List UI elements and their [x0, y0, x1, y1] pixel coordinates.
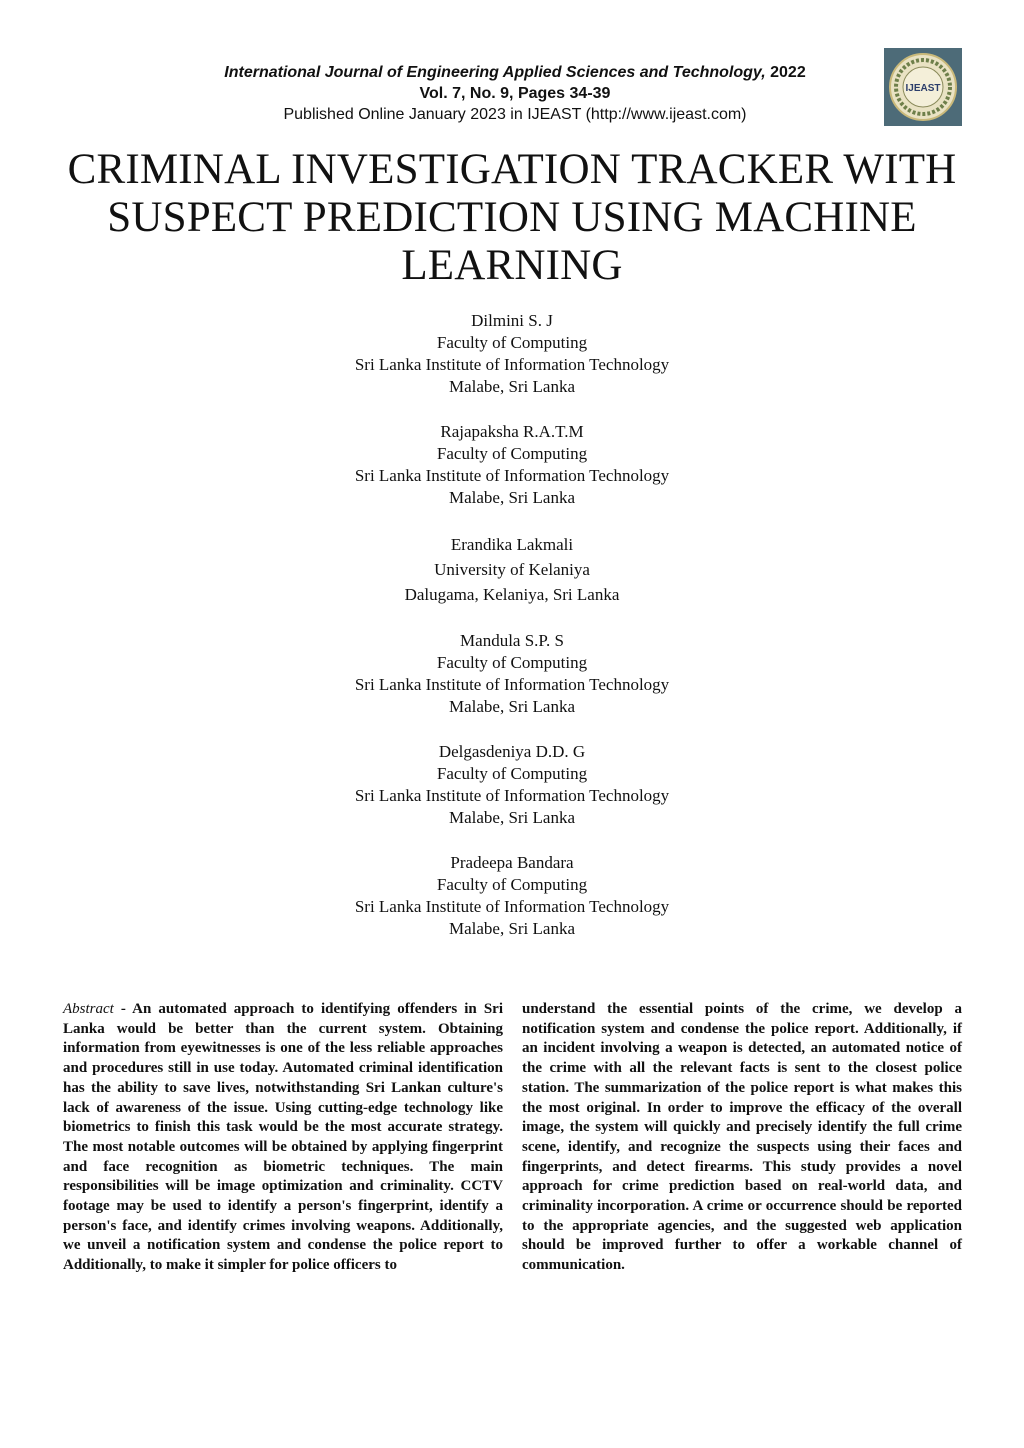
author-name: Delgasdeniya D.D. G	[438, 742, 586, 761]
author-list	[212, 310, 812, 963]
author-location: Dalugama, Kelaniya, Sri Lanka	[404, 585, 620, 604]
author-name: Pradeepa Bandara	[450, 853, 574, 872]
author-location: Malabe, Sri Lanka	[448, 808, 576, 827]
logo-label: IJEAST	[905, 83, 941, 94]
author-name: Rajapaksha R.A.T.M	[440, 422, 584, 441]
author-location: Malabe, Sri Lanka	[448, 377, 576, 396]
abstract-text-right: understand the essential points of the crime, we develop a notification system and condense the police report. Additionally, if an incident involving a weapon is detected, an automated notice of the crime with all the relevant facts is sent to the closest police station. The summarization of the police report is what makes this the most original. In order to improve the efficacy of the overall image, the system will quickly and precisely identify the full crime scene, identify, and recognize the suspects using their faces and fingerprints, and detect firearms. This study provides a novel approach for crime prediction based on real-world data, and criminality incorporation. A crime or occurrence should be reported to the appropriate agencies, and the suggested web application should be improved further to offer a workable channel of communication.	[522, 1001, 962, 1274]
paper-title	[60, 146, 964, 290]
author-name: Dilmini S. J	[471, 311, 553, 330]
author-name: Erandika Lakmali	[450, 535, 574, 554]
author-institution: Sri Lanka Institute of Information Technology	[354, 466, 670, 485]
title-line-1: CRIMINAL INVESTIGATION TRACKER WITH	[67, 146, 957, 193]
author-block	[212, 532, 812, 607]
author-institution: Sri Lanka Institute of Information Technology	[354, 355, 670, 374]
author-dept: Faculty of Computing	[436, 444, 588, 463]
author-institution: Sri Lanka Institute of Information Technology	[354, 897, 670, 916]
title-line-2: SUSPECT PREDICTION USING MACHINE	[107, 194, 917, 241]
journal-year: 2022	[770, 64, 806, 81]
author-block	[212, 630, 812, 718]
abstract-label: Abstract	[63, 1001, 114, 1017]
journal-header	[120, 62, 910, 125]
author-institution: University of Kelaniya	[434, 560, 590, 579]
ijeast-seal-icon	[884, 48, 962, 126]
journal-name: International Journal of Engineering Applied Sciences and Technology,	[224, 64, 766, 81]
abstract-left-column	[63, 1000, 503, 1276]
author-institution: Sri Lanka Institute of Information Technology	[354, 675, 670, 694]
author-block	[212, 421, 812, 509]
ijeast-logo	[884, 48, 962, 126]
author-dept: Faculty of Computing	[436, 333, 588, 352]
author-block	[212, 741, 812, 829]
author-block	[212, 852, 812, 940]
author-dept: Faculty of Computing	[436, 653, 588, 672]
author-block	[212, 310, 812, 398]
author-name: Mandula S.P. S	[460, 631, 564, 650]
author-location: Malabe, Sri Lanka	[448, 697, 576, 716]
author-location: Malabe, Sri Lanka	[448, 488, 576, 507]
title-line-3: LEARNING	[401, 242, 623, 289]
author-dept: Faculty of Computing	[436, 764, 588, 783]
author-dept: Faculty of Computing	[436, 875, 588, 894]
journal-published: Published Online January 2023 in IJEAST (http://www.ijeast.com)	[283, 106, 747, 123]
author-location: Malabe, Sri Lanka	[448, 919, 576, 938]
abstract-text-left: An automated approach to identifying offenders in Sri Lanka would be better than the current system. Obtaining information from eyewitnesses is one of the less reliable approaches and procedures still in use today. Automated criminal identification has the ability to save lives, notwithstanding Sri Lankan culture's lack of awareness of the issue. Using cutting-edge technology like biometrics to finish this task would be the most accurate strategy. The most notable outcomes will be obtained by applying fingerprint and face recognition as biometric techniques. The main responsibilities will be image optimization and criminality. CCTV footage may be used to identify a person's fingerprint, identify a person's face, and identify crimes involving weapons. Additionally, we unveil a notification system and condense the police report to Additionally, to make it simpler for police officers to	[63, 1001, 503, 1274]
abstract-right-column	[522, 1000, 962, 1276]
journal-title-line	[120, 62, 910, 83]
author-institution: Sri Lanka Institute of Information Technology	[354, 786, 670, 805]
journal-volume: Vol. 7, No. 9, Pages 34-39	[419, 85, 611, 102]
abstract-separator: -	[113, 1001, 133, 1017]
